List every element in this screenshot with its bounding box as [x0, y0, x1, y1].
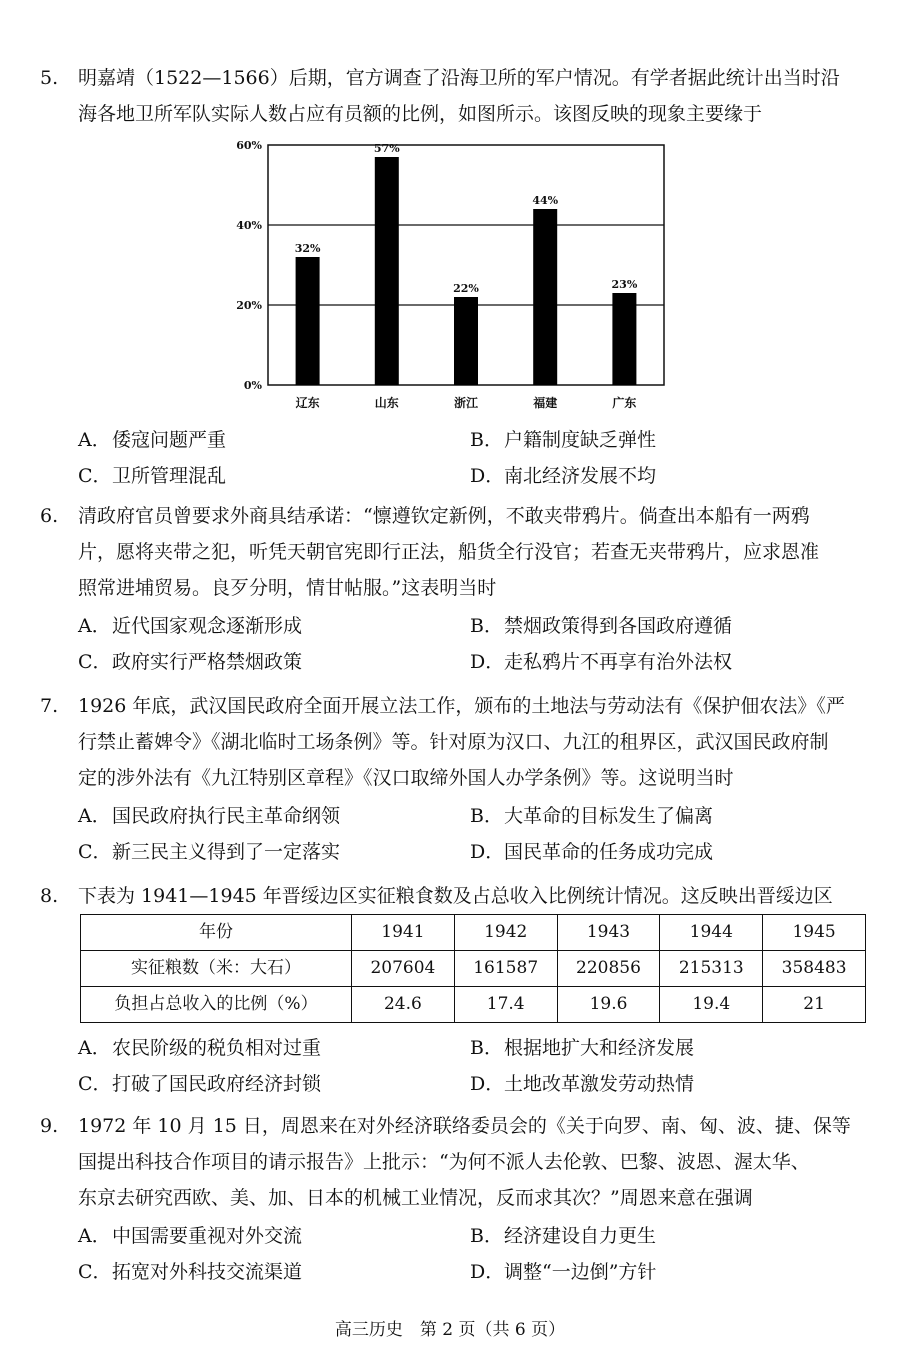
y-tick-label: 40% [236, 219, 262, 232]
option-label: C． [78, 651, 112, 673]
option-c[interactable] [78, 644, 302, 680]
table-cell: 215313 [660, 951, 763, 987]
table-year: 1944 [660, 915, 763, 951]
table-row [81, 951, 866, 987]
table-year: 1943 [557, 915, 660, 951]
x-tick-label: 浙江 [453, 396, 479, 410]
option-label: D． [470, 841, 505, 863]
option-text: 拓宽对外科技交流渠道 [112, 1261, 303, 1283]
stem-line: 明嘉靖（1522—1566）后期，官方调查了沿海卫所的军户情况。有学者据此统计出当时沿 [78, 67, 840, 89]
table-cell: 24.6 [352, 987, 455, 1023]
option-label: C． [78, 1261, 112, 1283]
option-a[interactable] [78, 1218, 302, 1254]
stem-line: 行禁止蓄婢令》《湖北临时工场条例》等。针对原为汉口、九江的租界区，武汉国民政府制 [78, 731, 829, 753]
option-d[interactable] [470, 458, 656, 494]
bar [454, 297, 478, 385]
stem-line: 1926 年底，武汉国民政府全面开展立法工作，颁布的土地法与劳动法有《保护佃农法》《严 [78, 695, 845, 717]
option-b[interactable] [470, 608, 732, 644]
option-a[interactable] [78, 422, 226, 458]
bar-value-label: 32% [294, 242, 321, 255]
table-row-label: 负担占总收入的比例（%） [81, 987, 352, 1023]
option-label: D． [470, 465, 505, 487]
option-text: 南北经济发展不均 [504, 465, 657, 487]
table-cell: 19.6 [557, 987, 660, 1023]
option-b[interactable] [470, 798, 713, 834]
stem-line: 下表为 1941—1945 年晋绥边区实征粮食数及占总收入比例统计情况。这反映出晋绥边区 [78, 885, 833, 907]
option-label: A． [78, 1225, 111, 1247]
option-text: 中国需要重视对外交流 [112, 1225, 303, 1247]
option-text: 土地改革激发劳动热情 [504, 1073, 695, 1095]
option-label: C． [78, 1073, 112, 1095]
bar [375, 157, 399, 385]
option-text: 政府实行严格禁烟政策 [112, 651, 303, 673]
option-a[interactable] [78, 798, 340, 834]
question-number: 9. [40, 1115, 59, 1137]
option-text: 农民阶级的税负相对过重 [112, 1037, 322, 1059]
option-label: A． [78, 429, 111, 451]
table-cell: 358483 [763, 951, 866, 987]
question-number: 5. [40, 67, 59, 89]
table-cell: 19.4 [660, 987, 763, 1023]
option-a[interactable] [78, 608, 302, 644]
table-row [81, 987, 866, 1023]
page-footer: 高三历史 第 2 页（共 6 页） [334, 1320, 566, 1340]
option-text: 调整“一边倒”方针 [504, 1261, 657, 1283]
option-text: 新三民主义得到了一定落实 [112, 841, 341, 863]
table-cell: 220856 [557, 951, 660, 987]
option-label: B． [470, 1037, 503, 1059]
option-label: A． [78, 615, 111, 637]
stem-line: 国提出科技合作项目的请示报告》上批示：“为何不派人去伦敦、巴黎、波恩、渥太华、 [78, 1151, 810, 1173]
option-label: A． [78, 1037, 111, 1059]
table-cell: 21 [763, 987, 866, 1023]
stem-line: 东京去研究西欧、美、加、日本的机械工业情况，反而求其次？”周恩来意在强调 [78, 1187, 753, 1209]
table-header-label: 年份 [81, 915, 352, 951]
bar-value-label: 23% [611, 278, 638, 291]
table-year: 1945 [763, 915, 866, 951]
option-text: 打破了国民政府经济封锁 [112, 1073, 322, 1095]
x-tick-label: 辽东 [295, 396, 320, 410]
x-tick-label: 福建 [533, 396, 558, 410]
table-cell: 161587 [454, 951, 557, 987]
bar-value-label: 22% [453, 282, 479, 295]
bar-value-label: 44% [532, 194, 559, 207]
option-text: 国民革命的任务成功完成 [504, 841, 714, 863]
question-number: 6. [40, 505, 59, 527]
y-tick-label: 60% [236, 140, 262, 152]
option-label: D． [470, 1073, 505, 1095]
option-text: 近代国家观念逐渐形成 [112, 615, 303, 637]
option-label: C． [78, 841, 112, 863]
option-b[interactable] [470, 1218, 656, 1254]
option-b[interactable] [470, 422, 656, 458]
bar-chart [232, 140, 672, 416]
option-text: 卫所管理混乱 [112, 465, 227, 487]
option-text: 倭寇问题严重 [112, 429, 227, 451]
option-text: 走私鸦片不再享有治外法权 [504, 651, 733, 673]
table-year: 1942 [454, 915, 557, 951]
option-text: 禁烟政策得到各国政府遵循 [504, 615, 733, 637]
stem-line: 1972 年 10 月 15 日，周恩来在对外经济联络委员会的《关于向罗、南、匈、波、捷、保等 [78, 1115, 851, 1137]
option-label: B． [470, 805, 503, 827]
option-label: A． [78, 805, 111, 827]
option-d[interactable] [470, 644, 732, 680]
option-text: 大革命的目标发生了偏离 [504, 805, 714, 827]
table-header-row [81, 915, 866, 951]
option-label: C． [78, 465, 112, 487]
option-c[interactable] [78, 834, 340, 870]
table-row-label: 实征粮数（米：大石） [81, 951, 352, 987]
bar [612, 293, 636, 385]
x-tick-label: 广东 [612, 396, 637, 410]
stem-line: 照常进埔贸易。良歹分明，情甘帖服。”这表明当时 [78, 577, 497, 599]
x-tick-label: 山东 [374, 396, 399, 410]
table-cell: 207604 [352, 951, 455, 987]
option-a[interactable] [78, 1030, 321, 1066]
option-label: B． [470, 1225, 503, 1247]
bar-value-label: 57% [373, 142, 400, 155]
option-text: 户籍制度缺乏弹性 [504, 429, 657, 451]
option-label: B． [470, 429, 503, 451]
option-label: B． [470, 615, 503, 637]
stem-line: 海各地卫所军队实际人数占应有员额的比例，如图所示。该图反映的现象主要缘于 [78, 103, 763, 125]
grain-table [80, 914, 866, 1023]
option-label: D． [470, 651, 505, 673]
option-label: D． [470, 1261, 505, 1283]
stem-line: 清政府官员曾要求外商具结承诺：“懔遵钦定新例，不敢夹带鸦片。倘查出本船有一两鸦 [78, 505, 810, 527]
stem-line: 片，愿将夹带之犯，听凭天朝官宪即行正法，船货全行没官；若查无夹带鸦片，应求恩准 [78, 541, 820, 563]
table-cell: 17.4 [454, 987, 557, 1023]
option-d[interactable] [470, 1254, 656, 1290]
bar-chart-svg [232, 140, 672, 416]
bar [533, 209, 557, 385]
y-tick-label: 20% [236, 299, 262, 312]
option-text: 经济建设自力更生 [504, 1225, 657, 1247]
option-d[interactable] [470, 834, 713, 870]
option-c[interactable] [78, 458, 226, 494]
table-year: 1941 [352, 915, 455, 951]
option-b[interactable] [470, 1030, 694, 1066]
option-d[interactable] [470, 1066, 694, 1102]
y-tick-label: 0% [243, 379, 262, 392]
question-number: 8. [40, 885, 59, 907]
option-c[interactable] [78, 1066, 321, 1102]
bar [296, 257, 320, 385]
question-number: 7. [40, 695, 59, 717]
option-c[interactable] [78, 1254, 302, 1290]
option-text: 根据地扩大和经济发展 [504, 1037, 695, 1059]
option-text: 国民政府执行民主革命纲领 [112, 805, 341, 827]
stem-line: 定的涉外法有《九江特别区章程》《汉口取缔外国人办学条例》等。这说明当时 [78, 767, 734, 789]
